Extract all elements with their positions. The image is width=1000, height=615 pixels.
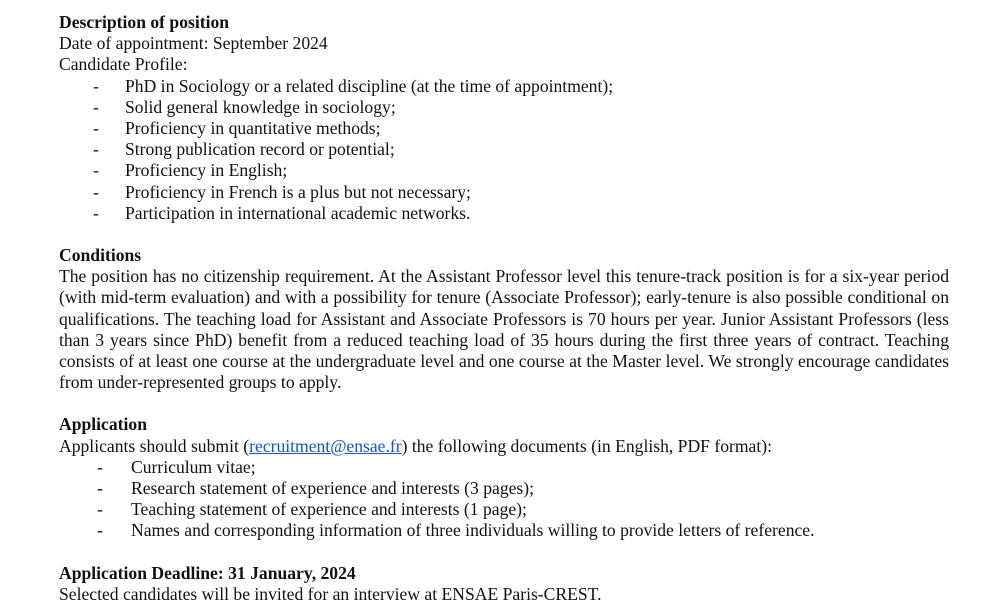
application-intro (59, 436, 949, 457)
bullet-dash: - (93, 118, 99, 139)
list-item-text: Names and corresponding information of three individuals willing to provide letters of reference. (131, 520, 815, 541)
spacer (59, 224, 949, 245)
candidate-profile-list (59, 76, 949, 224)
list-item (59, 520, 949, 541)
list-item (59, 139, 949, 160)
list-item-text: Strong publication record or potential; (125, 139, 395, 160)
list-item (59, 118, 949, 139)
application-intro-before: Applicants should submit ( (59, 435, 250, 456)
section-heading-conditions: Conditions (59, 245, 142, 266)
date-of-appointment: Date of appointment: September 2024 (59, 33, 328, 54)
list-item (59, 457, 949, 478)
bullet-dash: - (97, 478, 103, 499)
document-page (59, 12, 949, 605)
list-item-text: Proficiency in quantitative methods; (125, 118, 381, 139)
list-item-text: Research statement of experience and interests (3 pages); (131, 478, 535, 499)
bullet-dash: - (93, 139, 99, 160)
bullet-dash: - (93, 75, 99, 96)
bullet-dash: - (97, 520, 103, 541)
conditions-paragraph: The position has no citizenship requirement. At the Assistant Professor level this tenure-track position is for a six-year period (with mid-term evaluation) and with a possibility for tenure (Associate Professor); early-tenure is also possible conditional on qualifications. The teaching load for Assistant and Associate Professors is 70 hours per year. Junior Assistant Professors (less than 3 years since PhD) benefit from a reduced teaching load of 35 hours during the first three years of contract. Teaching consists of at least one course at the undergraduate level and one course at the Master level. We strongly encourage candidates from under-represented groups to apply. (59, 266, 949, 393)
section-heading-application: Application (59, 414, 147, 435)
list-item-text: Curriculum vitae; (131, 456, 256, 477)
application-intro-after: ) the following documents (in English, PDF format): (401, 435, 772, 456)
section-heading-deadline: Application Deadline: 31 January, 2024 (59, 562, 356, 583)
spacer (59, 393, 949, 414)
email-link[interactable]: recruitment@ensae.fr (249, 435, 402, 456)
list-item (59, 76, 949, 97)
list-item (59, 97, 949, 118)
list-item-text: Proficiency in French is a plus but not necessary; (125, 181, 471, 202)
bullet-dash: - (93, 160, 99, 181)
section-heading-description: Description of position (59, 12, 230, 32)
list-item-text: Participation in international academic networks. (125, 202, 471, 223)
list-item-text: PhD in Sociology or a related discipline (at the time of appointment); (125, 75, 614, 96)
bullet-dash: - (97, 456, 103, 477)
list-item (59, 182, 949, 203)
list-item-text: Proficiency in English; (125, 160, 288, 181)
list-item-text: Teaching statement of experience and interests (1 page); (131, 499, 527, 520)
list-item-text: Solid general knowledge in sociology; (125, 96, 396, 117)
spacer (59, 542, 949, 563)
bullet-dash: - (93, 202, 99, 223)
interview-note: Selected candidates will be invited for an interview at ENSAE Paris-CREST. (59, 583, 602, 604)
list-item (59, 499, 949, 520)
bullet-dash: - (93, 96, 99, 117)
list-item (59, 160, 949, 181)
bullet-dash: - (93, 181, 99, 202)
required-documents-list (59, 457, 949, 542)
bullet-dash: - (97, 499, 103, 520)
list-item (59, 203, 949, 224)
list-item (59, 478, 949, 499)
candidate-profile-label: Candidate Profile: (59, 54, 188, 75)
